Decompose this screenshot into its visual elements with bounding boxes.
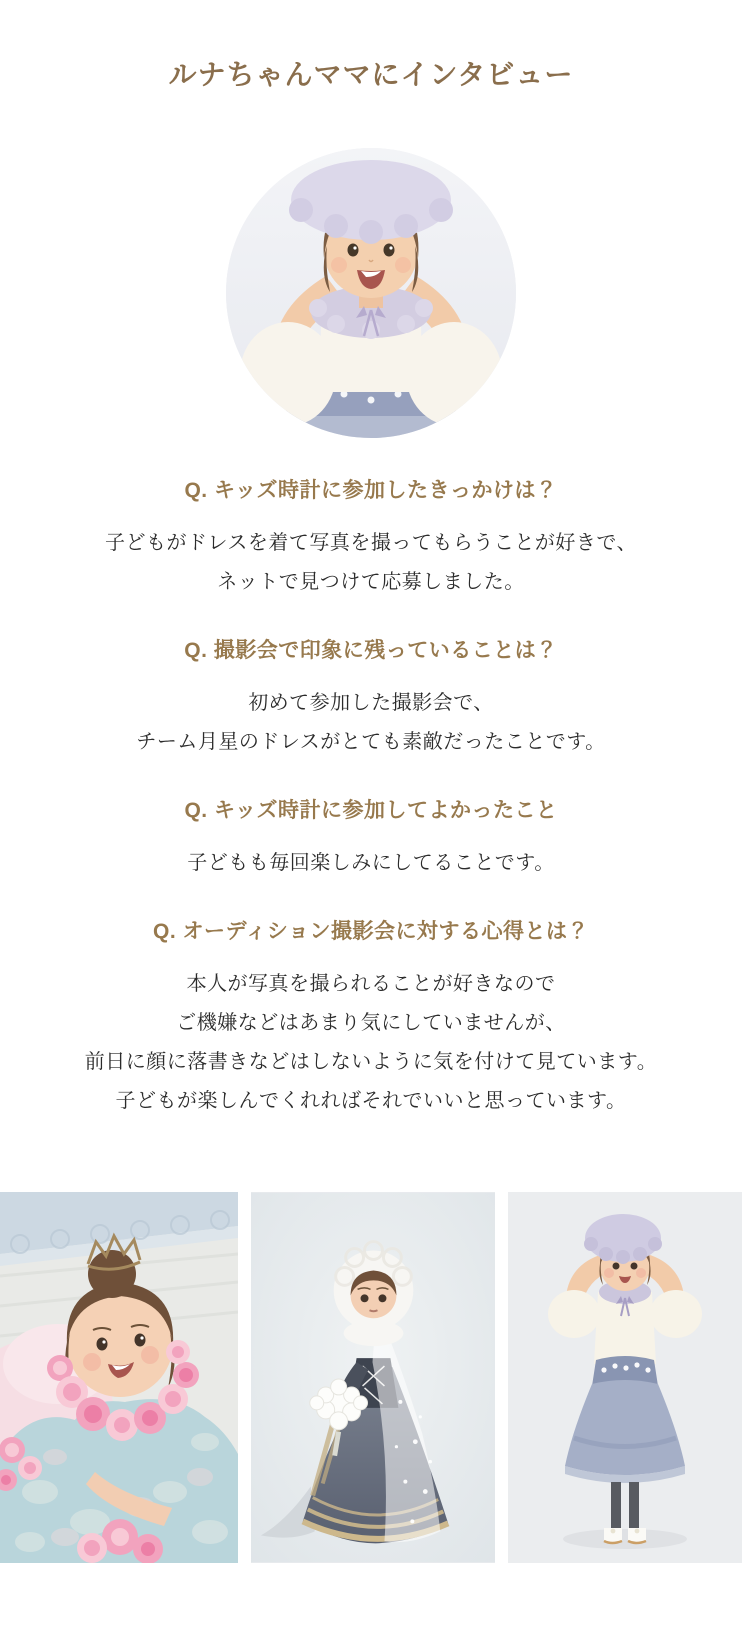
photo-lavender-outfit-illustration [508, 1192, 742, 1563]
answer-line: 前日に顔に落書きなどはしないように気を付けて見ています。 [84, 1051, 658, 1073]
page-title: ルナちゃんママにインタビュー [168, 59, 574, 90]
question-heading: Q. キッズ時計に参加してよかったこと [184, 799, 558, 822]
portrait-illustration [226, 148, 516, 438]
answer-line: 子どもが楽しんでくれればそれでいいと思っています。 [115, 1090, 627, 1112]
qa-block-4 [0, 919, 742, 1121]
answer-line: 子どもがドレスを着て写真を撮ってもらうことが好きで、 [105, 532, 637, 554]
qa-section [0, 478, 742, 1121]
qa-block-3 [0, 798, 742, 883]
photo-roses-dress-illustration [0, 1192, 238, 1563]
photo-gallery [0, 1192, 742, 1563]
gallery-photo-gray-gown [251, 1192, 495, 1563]
portrait-photo [226, 148, 516, 438]
qa-block-1 [0, 478, 742, 602]
gallery-photo-roses-dress [0, 1192, 238, 1563]
qa-block-2 [0, 638, 742, 762]
answer-line: 本人が写真を撮られることが好きなので [186, 973, 556, 995]
answer-line: 初めて参加した撮影会で、 [248, 692, 494, 714]
question-heading: Q. オーディション撮影会に対する心得とは？ [153, 920, 589, 943]
answer-line: 子どもも毎回楽しみにしてることです。 [187, 852, 555, 874]
question-heading: Q. キッズ時計に参加したきっかけは？ [184, 479, 558, 502]
photo-gray-gown-illustration [251, 1192, 495, 1563]
answer-line: チーム月星のドレスがとても素敵だったことです。 [136, 731, 606, 753]
answer-line: ネットで見つけて応募しました。 [217, 571, 525, 593]
gallery-photo-lavender-outfit [508, 1192, 742, 1563]
answer-line: ご機嫌などはあまり気にしていませんが、 [176, 1012, 566, 1034]
portrait-section [0, 148, 742, 438]
question-heading: Q. 撮影会で印象に残っていることは？ [184, 639, 558, 662]
